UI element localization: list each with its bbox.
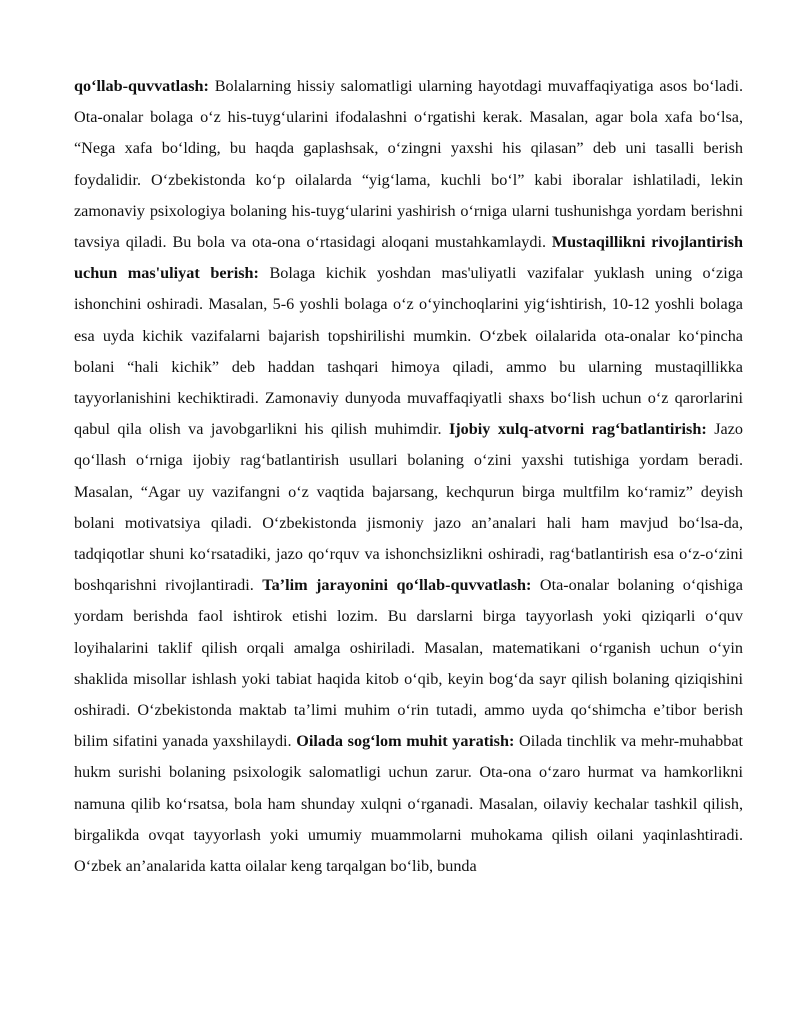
section-text-emotional-support: Bolalarning hissiy salomatligi ularning hayotdagi muvaffaqiyatiga asos bo‘ladi. Ota-onalar bolaga o‘z his-tuyg‘ularini ifodalashni o‘rgatishi kerak. Masalan, agar bola xafa bo‘lsa, “Nega xafa bo‘lding, bu haqda gaplashsak, o‘zingni yaxshi his qilasan” deb uni tasalli berish foydalidir. O‘zbekistonda ko‘p oilalarda “yig‘lama, kuchli bo‘l” kabi iboralar ishlatiladi, lekin zamonaviy psixologiya bolaning his-tuyg‘ularini yashirish o‘rniga ularni tushunishga yordam berishni tavsiya qiladi. Bu bola va ota-ona o‘rtasidagi aloqani mustahkamlaydi. [74, 77, 743, 252]
section-heading-healthy-family: Oilada sog‘lom muhit yaratish: [296, 732, 515, 751]
document-body [74, 71, 743, 882]
section-heading-responsibility: Mustaqillikni rivojlantirish uchun mas'uliyat berish: [74, 233, 743, 283]
section-heading-positive-behavior: Ijobiy xulq-atvorni rag‘batlantirish: [448, 420, 707, 439]
section-heading-education-support: Ta’lim jarayonini qo‘llab-quvvatlash: [262, 576, 532, 595]
section-text-positive-behavior: Jazo qo‘llash o‘rniga ijobiy rag‘batlantirish usullari bolaning o‘zini yaxshi tutishiga yordam beradi. Masalan, “Agar uy vazifangni o‘z vaqtida bajarsang, kechqurun birga multfilm ko‘ramiz” deyish bolani motivatsiya qiladi. O‘zbekistonda jismoniy jazo an’analari hali ham mavjud bo‘lsa-da, tadqiqotlar shuni ko‘rsatadiki, jazo qo‘rquv va ishonchsizlikni oshiradi, rag‘batlantirish esa o‘z-o‘zini boshqarishni rivojlantiradi. [74, 420, 743, 595]
section-text-responsibility: Bolaga kichik yoshdan mas'uliyatli vazifalar yuklash uning o‘ziga ishonchini oshiradi. Masalan, 5-6 yoshli bolaga o‘z o‘yinchoqlarini yig‘ishtirish, 10-12 yoshli bolaga esa uyda kichik vazifalarni bajarish topshirilishi mumkin. O‘zbek oilalarida ota-onalar ko‘pincha bolani “hali kichik” deb haddan tashqari himoya qiladi, ammo bu ularning mustaqillikka tayyorlanishini kechiktiradi. Zamonaviy dunyoda muvaffaqiyatli shaxs bo‘lish uchun o‘z qarorlarini qabul qila olish va javobgarlikni his qilish muhimdir. [74, 264, 743, 439]
section-text-education-support: Ota-onalar bolaning o‘qishiga yordam berishda faol ishtirok etishi lozim. Bu darslarni birga tayyorlash yoki qiziqarli o‘quv loyihalarini taklif qilish orqali amalga oshiriladi. Masalan, matematikani o‘rganish uchun o‘yin shaklida misollar ishlash yoki tabiat haqida kitob o‘qib, keyin bog‘da sayr qilish bolaning qiziqishini oshiradi. O‘zbekistonda maktab ta’limi muhim o‘rin tutadi, ammo uyda qo‘shimcha e’tibor berish bilim sifatini yanada yaxshilaydi. [74, 576, 743, 751]
section-text-healthy-family: Oilada tinchlik va mehr-muhabbat hukm surishi bolaning psixologik salomatligi uchun zarur. Ota-ona o‘zaro hurmat va hamkorlikni namuna qilib ko‘rsatsa, bola ham shunday xulqni o‘rganadi. Masalan, oilaviy kechalar tashkil qilish, birgalikda ovqat tayyorlash yoki umumiy muammolarni muhokama qilish oilani yaqinlashtiradi. O‘zbek an’analarida katta oilalar keng tarqalgan bo‘lib, bunda [74, 732, 743, 876]
section-heading-emotional-support: qo‘llab-quvvatlash: [74, 77, 209, 95]
